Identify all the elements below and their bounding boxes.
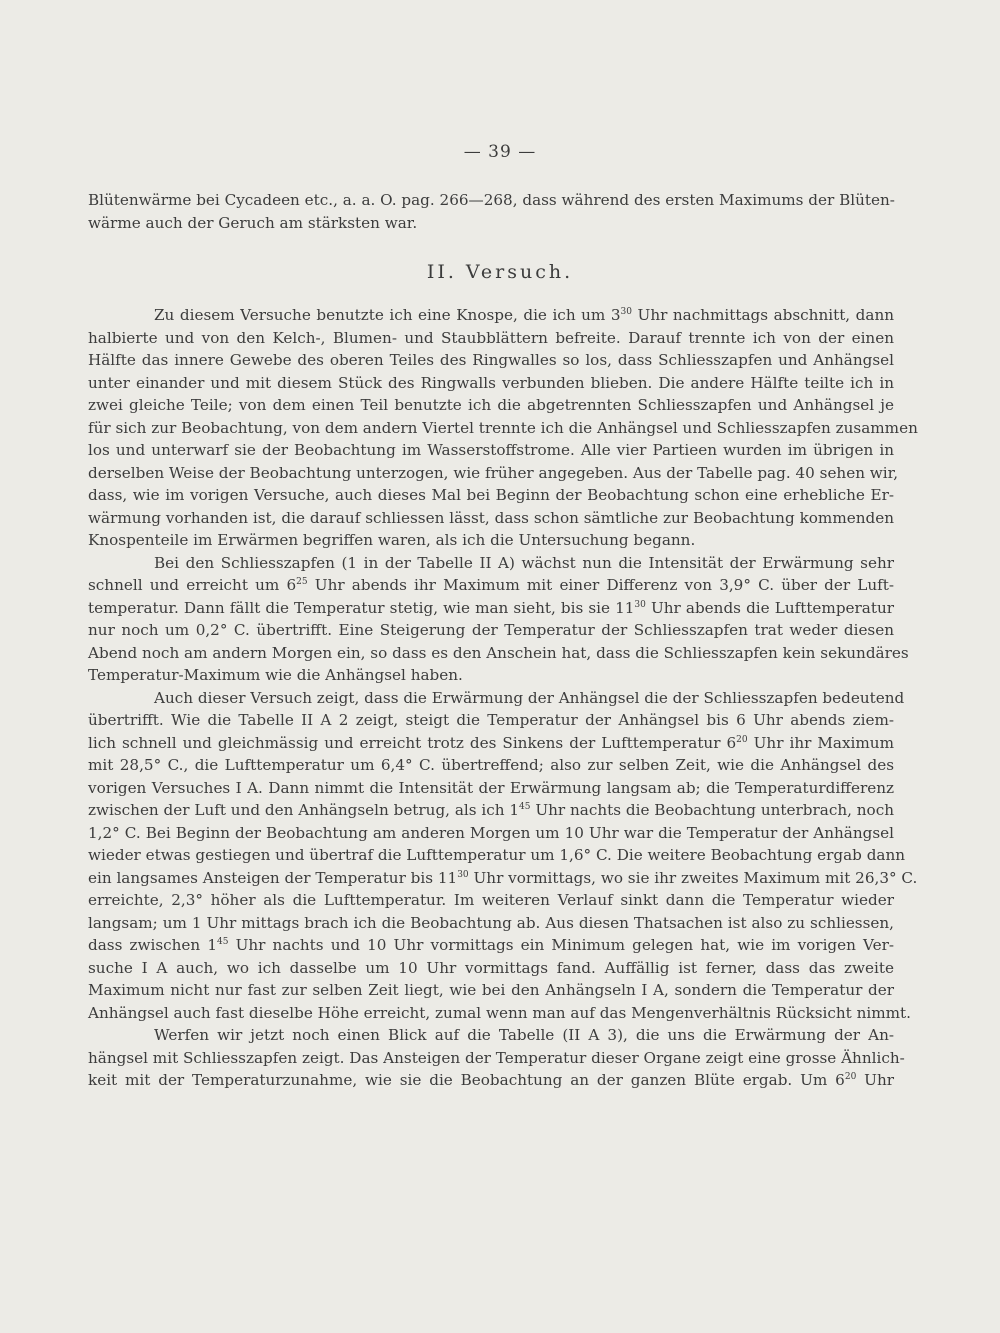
text-line: mit 28,5° C., die Lufttemperatur um 6,4° C. übertreffend; also zur selben Zeit, wie die Anhängsel des bbox=[88, 756, 894, 774]
text-line: Werfen wir jetzt noch einen Blick auf die Tabelle (II A 3), die uns die Erwärmung der An- bbox=[154, 1026, 894, 1044]
text-line: dass zwischen $1^{45}$ Uhr nachts und 10 Uhr vormittags ein Minimum gelegen hat, wie im vorigen Ver- bbox=[88, 936, 894, 954]
text-line: Anhängsel auch fast dieselbe Höhe erreicht, zumal wenn man auf das Mengenverhältnis Rücksicht nimmt. bbox=[88, 1003, 911, 1022]
page-number: — 39 — bbox=[463, 142, 537, 162]
text-line: temperatur. Dann fällt die Temperatur stetig, wie man sieht, bis sie $11^{30}$ Uhr abends die Lufttemperatur bbox=[88, 598, 894, 617]
text-line: Knospenteile im Erwärmen begriffen waren, als ich die Untersuchung begann. bbox=[88, 531, 696, 549]
text-line: wärme auch der Geruch am stärksten war. bbox=[88, 213, 418, 232]
text-line: dass, wie im vorigen Versuche, auch dieses Mal bei Beginn der Beobachtung schon eine erhebliche Er- bbox=[88, 486, 894, 504]
text-line: wärmung vorhanden ist, die darauf schliessen lässt, dass schon sämtliche zur Beobachtung kommenden bbox=[88, 508, 894, 527]
text-line: schnell und erreicht um $6^{25}$ Uhr abends ihr Maximum mit einer Differenz von 3,9° C. über der Luft- bbox=[88, 576, 894, 594]
text-line: unter einander und mit diesem Stück des Ringwalls verbunden blieben. Die andere Hälfte teilte ich in bbox=[88, 373, 894, 392]
text-line: vorigen Versuches I A. Dann nimmt die Intensität der Erwärmung langsam ab; die Temperaturdifferenz bbox=[88, 778, 894, 797]
text-line: ein langsames Ansteigen der Temperatur bis $11^{30}$ Uhr vormittags, wo sie ihr zweites Maximum mit 26,3° C. bbox=[88, 868, 918, 887]
text-line: lich schnell und gleichmässig und erreicht trotz des Sinkens der Lufttemperatur $6^{20}$ Uhr ihr Maximum bbox=[88, 733, 894, 752]
text-line: hängsel mit Schliesszapfen zeigt. Das Ansteigen der Temperatur dieser Organe zeigt eine grosse Ähnlich- bbox=[88, 1048, 905, 1067]
text-line: Maximum nicht nur fast zur selben Zeit liegt, wie bei den Anhängseln I A, sondern die Temperatur der bbox=[88, 981, 894, 999]
text-line: 1,2° C. Bei Beginn der Beobachtung am anderen Morgen um 10 Uhr war die Temperatur der Anhängsel bbox=[88, 823, 894, 842]
text-line: zwei gleiche Teile; von dem einen Teil benutzte ich die abgetrennten Schliesszapfen und Anhängsel je bbox=[88, 396, 894, 414]
body-text bbox=[88, 304, 918, 1092]
section-heading: II. Versuch. bbox=[426, 261, 574, 283]
text-line: Abend noch am andern Morgen ein, so dass es den Anschein hat, dass die Schliesszapfen kein sekundäres bbox=[88, 643, 909, 662]
text-line: zwischen der Luft und den Anhängseln betrug, als ich $1^{45}$ Uhr nachts die Beobachtung unterbrach, noch bbox=[88, 801, 894, 819]
text-line: Temperatur-Maximum wie die Anhängsel haben. bbox=[88, 666, 463, 684]
text-line: übertrifft. Wie die Tabelle II A 2 zeigt, steigt die Temperatur der Anhängsel bis 6 Uhr abends ziem- bbox=[88, 711, 894, 729]
text-line: Blütenwärme bei Cycadeen etc., a. a. O. pag. 266—268, dass während des ersten Maximums der Blüten- bbox=[88, 191, 895, 209]
text-line: Zu diesem Versuche benutzte ich eine Knospe, die ich um $3^{30}$ Uhr nachmittags abschnitt, dann bbox=[154, 306, 895, 324]
text-line: langsam; um 1 Uhr mittags brach ich die Beobachtung ab. Aus diesen Thatsachen ist also zu schliessen, bbox=[88, 913, 894, 932]
text-line: Bei den Schliesszapfen (1 in der Tabelle II A) wächst nun die Intensität der Erwärmung sehr bbox=[154, 553, 894, 572]
text-line: wieder etwas gestiegen und übertraf die Lufttemperatur um 1,6° C. Die weitere Beobachtung ergab dann bbox=[88, 846, 906, 864]
text-line: für sich zur Beobachtung, von dem andern Viertel trennte ich die Anhängsel und Schliesszapfen zusammen bbox=[88, 418, 918, 437]
text-line: keit mit der Temperaturzunahme, wie sie die Beobachtung an der ganzen Blüte ergab. Um $6^{20}$ Uhr bbox=[88, 1071, 894, 1089]
text-line: halbierte und von den Kelch-, Blumen- und Staubblättern befreite. Darauf trennte ich von der einen bbox=[88, 328, 894, 347]
text-line: suche I A auch, wo ich dasselbe um 10 Uhr vormittags fand. Auffällig ist ferner, dass das zweite bbox=[88, 958, 894, 977]
text-line: Auch dieser Versuch zeigt, dass die Erwärmung der Anhängsel die der Schliesszapfen bedeutend bbox=[154, 688, 905, 707]
text-line: nur noch um 0,2° C. übertrifft. Eine Steigerung der Temperatur der Schliesszapfen trat weder diesen bbox=[88, 621, 894, 639]
text-line: Hälfte das innere Gewebe des oberen Teiles des Ringwalles so los, dass Schliesszapfen und Anhängsel bbox=[88, 351, 894, 369]
intro-paragraph bbox=[88, 189, 894, 234]
text-line: erreichte, 2,3° höher als die Lufttemperatur. Im weiteren Verlauf sinkt dann die Temperatur wieder bbox=[88, 891, 894, 909]
text-line: los und unterwarf sie der Beobachtung im Wasserstoffstrome. Alle vier Partieen wurden im übrigen in bbox=[88, 441, 894, 459]
text-line: derselben Weise der Beobachtung unterzogen, wie früher angegeben. Aus der Tabelle pag. 40 sehen wir, bbox=[88, 463, 899, 482]
